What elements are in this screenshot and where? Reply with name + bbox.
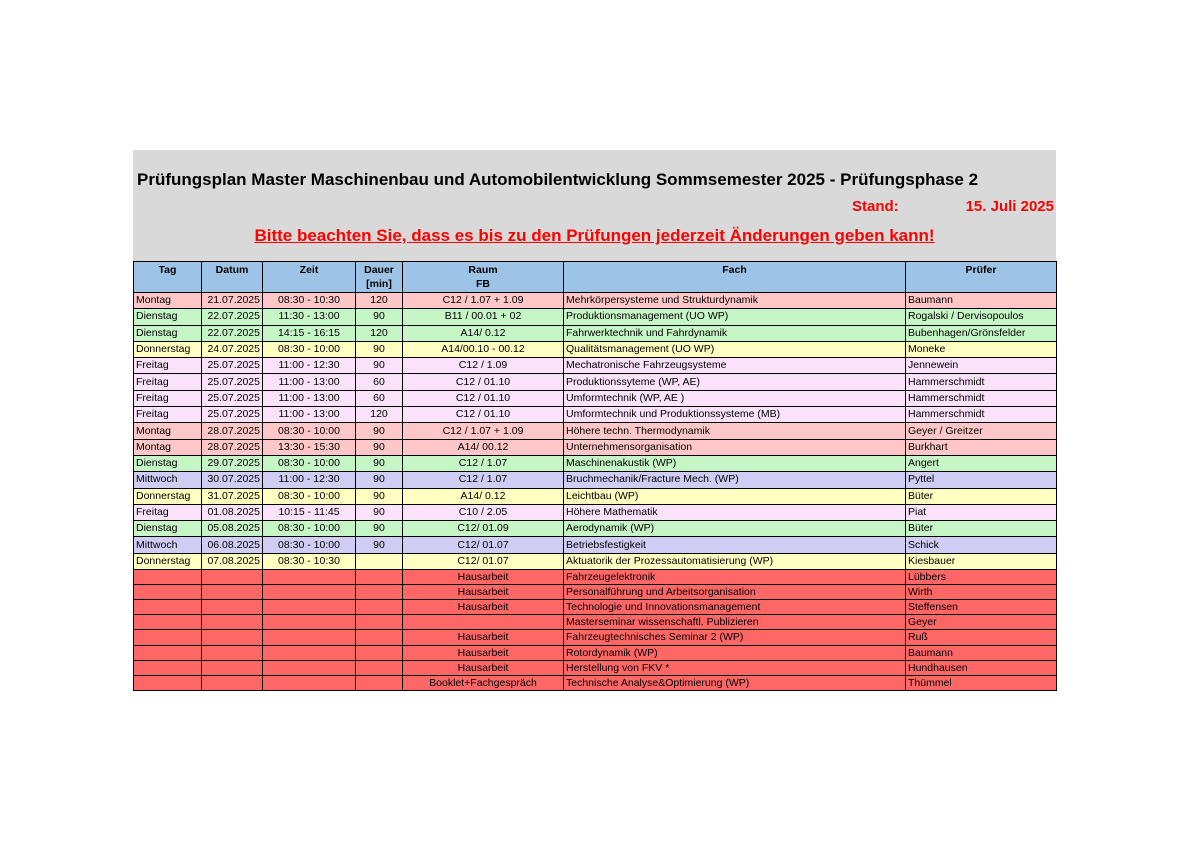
exam-schedule-sheet [133, 150, 1056, 691]
cell-zeit [263, 645, 356, 660]
cell-dauer [356, 660, 403, 675]
cell-fach: Mehrkörpersysteme und Strukturdynamik [564, 293, 906, 309]
cell-tag: Montag [134, 293, 202, 309]
cell-datum: 31.07.2025 [202, 488, 263, 504]
cell-raum: Booklet+Fachgespräch [403, 675, 564, 690]
table-body [134, 293, 1057, 691]
cell-raum: C12/ 01.07 [403, 553, 564, 569]
cell-pruefer: Wirth [906, 585, 1057, 600]
cell-raum [403, 615, 564, 630]
cell-pruefer: Hammerschmidt [906, 374, 1057, 390]
cell-datum: 25.07.2025 [202, 358, 263, 374]
cell-pruefer: Moneke [906, 341, 1057, 357]
cell-fach: Produktionssyteme (WP, AE) [564, 374, 906, 390]
cell-pruefer: Büter [906, 488, 1057, 504]
cell-zeit: 14:15 - 16:15 [263, 325, 356, 341]
cell-pruefer: Pyttel [906, 472, 1057, 488]
table-row [134, 488, 1057, 504]
table-row [134, 585, 1057, 600]
cell-tag [134, 570, 202, 585]
table-row [134, 570, 1057, 585]
cell-dauer: 60 [356, 374, 403, 390]
cell-pruefer: Piat [906, 504, 1057, 520]
cell-zeit: 08:30 - 10:00 [263, 488, 356, 504]
cell-zeit: 13:30 - 15:30 [263, 439, 356, 455]
cell-fach: Mechatronische Fahrzeugsysteme [564, 358, 906, 374]
cell-datum [202, 600, 263, 615]
cell-dauer: 90 [356, 309, 403, 325]
cell-tag: Donnerstag [134, 488, 202, 504]
table-row [134, 325, 1057, 341]
cell-tag [134, 615, 202, 630]
cell-pruefer: Hundhausen [906, 660, 1057, 675]
cell-raum: A14/ 0.12 [403, 325, 564, 341]
cell-raum: C12 / 1.09 [403, 358, 564, 374]
cell-raum: Hausarbeit [403, 645, 564, 660]
page-title: Prüfungsplan Master Maschinenbau und Automobilentwicklung Sommsemester 2025 - Prüfungsphase 2 [137, 170, 979, 189]
cell-tag: Mittwoch [134, 537, 202, 553]
cell-pruefer: Lübbers [906, 570, 1057, 585]
cell-pruefer: Ruß [906, 630, 1057, 645]
cell-fach: Betriebsfestigkeit [564, 537, 906, 553]
cell-raum: Hausarbeit [403, 585, 564, 600]
table-row [134, 439, 1057, 455]
cell-dauer: 90 [356, 358, 403, 374]
table-row [134, 407, 1057, 423]
cell-pruefer: Hammerschmidt [906, 407, 1057, 423]
cell-zeit: 08:30 - 10:00 [263, 537, 356, 553]
cell-fach: Umformtechnik (WP, AE ) [564, 390, 906, 406]
cell-fach: Höhere Mathematik [564, 504, 906, 520]
cell-tag: Freitag [134, 358, 202, 374]
cell-fach: Maschinenakustik (WP) [564, 455, 906, 471]
column-header-zeit: Zeit [263, 262, 356, 293]
cell-dauer: 120 [356, 407, 403, 423]
table-row [134, 341, 1057, 357]
cell-dauer [356, 570, 403, 585]
cell-raum: Hausarbeit [403, 630, 564, 645]
table-row [134, 358, 1057, 374]
cell-pruefer: Rogalski / Dervisopoulos [906, 309, 1057, 325]
cell-zeit: 11:00 - 13:00 [263, 407, 356, 423]
cell-raum: B11 / 00.01 + 02 [403, 309, 564, 325]
column-header-tag: Tag [134, 262, 202, 293]
cell-raum: C12/ 01.09 [403, 521, 564, 537]
cell-fach: Fahrzeugelektronik [564, 570, 906, 585]
cell-zeit [263, 675, 356, 690]
cell-datum [202, 570, 263, 585]
cell-datum [202, 630, 263, 645]
table-row [134, 660, 1057, 675]
table-row [134, 309, 1057, 325]
cell-dauer [356, 600, 403, 615]
table-row [134, 521, 1057, 537]
column-header-datum: Datum [202, 262, 263, 293]
cell-pruefer: Büter [906, 521, 1057, 537]
cell-zeit: 08:30 - 10:00 [263, 521, 356, 537]
cell-dauer: 90 [356, 439, 403, 455]
cell-tag [134, 660, 202, 675]
cell-pruefer: Thümmel [906, 675, 1057, 690]
cell-dauer: 90 [356, 521, 403, 537]
cell-fach: Technologie und Innovationsmanagement [564, 600, 906, 615]
cell-dauer [356, 553, 403, 569]
cell-tag: Freitag [134, 504, 202, 520]
cell-dauer [356, 615, 403, 630]
change-notice: Bitte beachten Sie, dass es bis zu den Prüfungen jederzeit Änderungen geben kann! [254, 226, 935, 245]
cell-tag: Donnerstag [134, 341, 202, 357]
table-row [134, 390, 1057, 406]
stand-date: 15. Juli 2025 [965, 198, 1054, 215]
cell-tag [134, 675, 202, 690]
cell-dauer: 90 [356, 455, 403, 471]
cell-dauer [356, 645, 403, 660]
cell-tag: Mittwoch [134, 472, 202, 488]
cell-raum: C12 / 01.10 [403, 374, 564, 390]
cell-datum: 21.07.2025 [202, 293, 263, 309]
cell-dauer [356, 630, 403, 645]
cell-tag [134, 645, 202, 660]
cell-pruefer: Jennewein [906, 358, 1057, 374]
cell-zeit: 11:00 - 13:00 [263, 390, 356, 406]
table-row [134, 472, 1057, 488]
cell-raum: C12 / 1.07 + 1.09 [403, 423, 564, 439]
cell-raum: C12 / 1.07 [403, 455, 564, 471]
cell-datum: 28.07.2025 [202, 439, 263, 455]
cell-fach: Technische Analyse&Optimierung (WP) [564, 675, 906, 690]
cell-dauer: 120 [356, 325, 403, 341]
cell-zeit: 08:30 - 10:30 [263, 293, 356, 309]
stand-label: Stand: [852, 198, 899, 215]
cell-tag: Freitag [134, 407, 202, 423]
column-header-pruefer: Prüfer [906, 262, 1057, 293]
table-row [134, 630, 1057, 645]
cell-datum: 07.08.2025 [202, 553, 263, 569]
cell-zeit [263, 585, 356, 600]
cell-dauer: 90 [356, 504, 403, 520]
cell-pruefer: Kiesbauer [906, 553, 1057, 569]
cell-zeit: 11:30 - 13:00 [263, 309, 356, 325]
cell-zeit: 11:00 - 12:30 [263, 472, 356, 488]
cell-datum: 29.07.2025 [202, 455, 263, 471]
cell-datum: 30.07.2025 [202, 472, 263, 488]
cell-fach: Aktuatorik der Prozessautomatisierung (WP) [564, 553, 906, 569]
table-header-row [134, 262, 1057, 293]
exam-table [133, 261, 1057, 691]
cell-tag [134, 600, 202, 615]
cell-datum: 25.07.2025 [202, 374, 263, 390]
cell-datum [202, 615, 263, 630]
cell-datum: 05.08.2025 [202, 521, 263, 537]
cell-tag: Montag [134, 439, 202, 455]
cell-zeit: 08:30 - 10:00 [263, 455, 356, 471]
cell-dauer: 60 [356, 390, 403, 406]
cell-raum: Hausarbeit [403, 600, 564, 615]
cell-raum: C12/ 01.07 [403, 537, 564, 553]
table-row [134, 504, 1057, 520]
cell-tag: Dienstag [134, 309, 202, 325]
cell-dauer: 90 [356, 472, 403, 488]
cell-tag [134, 585, 202, 600]
column-header-fach: Fach [564, 262, 906, 293]
cell-raum: Hausarbeit [403, 660, 564, 675]
table-row [134, 293, 1057, 309]
cell-fach: Fahrwerktechnik und Fahrdynamik [564, 325, 906, 341]
cell-tag: Dienstag [134, 455, 202, 471]
table-row [134, 615, 1057, 630]
header-block [133, 150, 1056, 261]
cell-fach: Aerodynamik (WP) [564, 521, 906, 537]
table-row [134, 675, 1057, 690]
cell-dauer [356, 585, 403, 600]
cell-pruefer: Bubenhagen/Grönsfelder [906, 325, 1057, 341]
cell-fach: Bruchmechanik/Fracture Mech. (WP) [564, 472, 906, 488]
cell-fach: Höhere techn. Thermodynamik [564, 423, 906, 439]
table-row [134, 537, 1057, 553]
cell-fach: Personalführung und Arbeitsorganisation [564, 585, 906, 600]
column-header-dauer: Dauer [min] [356, 262, 403, 293]
cell-fach: Fahrzeugtechnisches Seminar 2 (WP) [564, 630, 906, 645]
cell-dauer: 90 [356, 341, 403, 357]
cell-datum: 01.08.2025 [202, 504, 263, 520]
cell-raum: C12 / 1.07 + 1.09 [403, 293, 564, 309]
cell-zeit: 08:30 - 10:00 [263, 341, 356, 357]
cell-tag: Donnerstag [134, 553, 202, 569]
cell-tag: Freitag [134, 390, 202, 406]
cell-dauer: 90 [356, 537, 403, 553]
table-row [134, 374, 1057, 390]
cell-zeit [263, 630, 356, 645]
table-row [134, 423, 1057, 439]
cell-dauer: 90 [356, 488, 403, 504]
table-row [134, 600, 1057, 615]
cell-pruefer: Baumann [906, 645, 1057, 660]
cell-zeit: 08:30 - 10:30 [263, 553, 356, 569]
cell-datum: 28.07.2025 [202, 423, 263, 439]
cell-fach: Qualitätsmanagement (UO WP) [564, 341, 906, 357]
cell-fach: Umformtechnik und Produktionssysteme (MB) [564, 407, 906, 423]
cell-datum: 24.07.2025 [202, 341, 263, 357]
table-row [134, 645, 1057, 660]
table-row [134, 553, 1057, 569]
cell-pruefer: Burkhart [906, 439, 1057, 455]
cell-raum: C10 / 2.05 [403, 504, 564, 520]
cell-pruefer: Hammerschmidt [906, 390, 1057, 406]
cell-fach: Unternehmensorganisation [564, 439, 906, 455]
cell-zeit [263, 570, 356, 585]
cell-fach: Leichtbau (WP) [564, 488, 906, 504]
column-header-raum: Raum FB [403, 262, 564, 293]
cell-raum: C12 / 01.10 [403, 407, 564, 423]
cell-raum: A14/00.10 - 00.12 [403, 341, 564, 357]
cell-tag [134, 630, 202, 645]
cell-datum: 06.08.2025 [202, 537, 263, 553]
cell-zeit: 11:00 - 12:30 [263, 358, 356, 374]
cell-pruefer: Steffensen [906, 600, 1057, 615]
cell-datum: 25.07.2025 [202, 390, 263, 406]
cell-zeit [263, 600, 356, 615]
cell-zeit [263, 660, 356, 675]
cell-fach: Rotordynamik (WP) [564, 645, 906, 660]
cell-raum: A14/ 0.12 [403, 488, 564, 504]
cell-fach: Masterseminar wissenschaftl. Publizieren [564, 615, 906, 630]
cell-datum [202, 660, 263, 675]
cell-datum [202, 675, 263, 690]
cell-fach: Produktionsmanagement (UO WP) [564, 309, 906, 325]
cell-zeit: 10:15 - 11:45 [263, 504, 356, 520]
cell-zeit: 08:30 - 10:00 [263, 423, 356, 439]
cell-datum [202, 645, 263, 660]
table-row [134, 455, 1057, 471]
cell-tag: Freitag [134, 374, 202, 390]
cell-pruefer: Angert [906, 455, 1057, 471]
cell-zeit [263, 615, 356, 630]
cell-pruefer: Geyer / Greitzer [906, 423, 1057, 439]
cell-pruefer: Schick [906, 537, 1057, 553]
cell-dauer: 120 [356, 293, 403, 309]
cell-tag: Montag [134, 423, 202, 439]
cell-raum: C12 / 01.10 [403, 390, 564, 406]
cell-dauer: 90 [356, 423, 403, 439]
cell-zeit: 11:00 - 13:00 [263, 374, 356, 390]
cell-raum: A14/ 00.12 [403, 439, 564, 455]
cell-datum: 22.07.2025 [202, 309, 263, 325]
cell-tag: Dienstag [134, 521, 202, 537]
cell-fach: Herstellung von FKV * [564, 660, 906, 675]
cell-pruefer: Geyer [906, 615, 1057, 630]
cell-raum: C12 / 1.07 [403, 472, 564, 488]
cell-pruefer: Baumann [906, 293, 1057, 309]
cell-datum: 25.07.2025 [202, 407, 263, 423]
cell-tag: Dienstag [134, 325, 202, 341]
cell-datum: 22.07.2025 [202, 325, 263, 341]
cell-datum [202, 585, 263, 600]
cell-dauer [356, 675, 403, 690]
cell-raum: Hausarbeit [403, 570, 564, 585]
